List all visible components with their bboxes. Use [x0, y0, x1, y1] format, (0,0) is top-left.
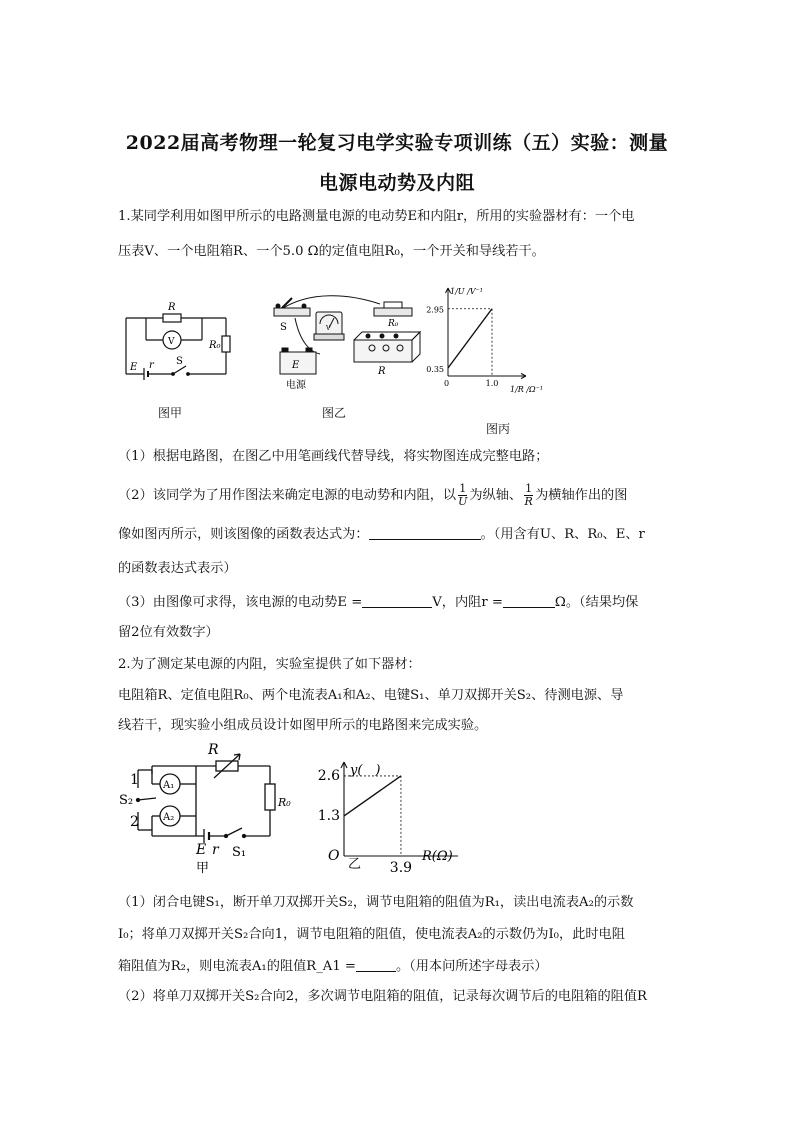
q1-graph-tick-y-end: 2.95: [426, 305, 444, 315]
answer-blank-ammeter-resistance[interactable]: [356, 957, 396, 972]
q2-jia-label-A1: A₁: [163, 780, 175, 791]
q2-jia-label-S2: S₂: [119, 793, 134, 808]
q2-jia-label-R0: R₀: [278, 796, 291, 809]
q1-graph-bing: [426, 282, 550, 408]
answer-blank-internal-resistance[interactable]: [503, 593, 555, 608]
q2-graph-tick-x-end: 3.9: [389, 860, 413, 876]
q1-physical-setup-yi: [270, 292, 422, 392]
answer-blank-emf[interactable]: [362, 593, 432, 608]
q1-circuit-jia: [118, 296, 238, 386]
q2-jia-label-r: r: [212, 842, 219, 858]
q1-graph-origin: 0: [444, 379, 450, 388]
q1-part3-line2: 留2位有效数字）: [118, 625, 219, 640]
fraction-1-over-R: $\frac{1}{R}$: [524, 482, 533, 508]
q2-graph-caption: 乙: [348, 857, 362, 872]
q2-circuit-jia: [116, 740, 291, 880]
q2-jia-label-A2: A₂: [163, 812, 175, 823]
q1-jia-label-S: S: [176, 356, 183, 367]
q1-jia-label-V: V: [168, 337, 175, 347]
q1-part2-line2: 像如图丙所示，则该图像的函数表达式为： 。（用含有U、R、R₀、E、r: [118, 527, 645, 542]
q1-yi-label-power: 电源: [286, 380, 306, 391]
q1-graph-tick-y-start: 0.35: [426, 365, 444, 375]
q1-stem-line1: 1.某同学利用如图甲所示的电路测量电源的电动势E和内阻r，所用的实验器材有：一个电: [118, 209, 635, 224]
q2-graph-xlabel: R(Ω): [422, 849, 453, 864]
q1-stem-line2: 压表V、一个电阻箱R、一个5.0 Ω的定值电阻R₀，一个开关和导线若干。: [118, 244, 545, 259]
doc-title-line1: 2022届高考物理一轮复习电学实验专项训练（五）实验：测量: [125, 132, 669, 154]
q1-jia-label-R0: R₀: [209, 340, 221, 351]
q2-graph-origin: O: [328, 848, 340, 864]
q1-yi-label-R0: R₀: [388, 319, 399, 329]
q2-graph-series-line: [344, 776, 401, 816]
q2-jia-caption: 甲: [196, 861, 210, 876]
q1-graph-series-line: [448, 309, 492, 368]
q2-jia-label-R: R: [208, 742, 219, 758]
q1-part2-line3: 的函数表达式表示）: [118, 561, 237, 576]
q1-part1: （1）根据电路图，在图乙中用笔画线代替导线，将实物图连成完整电路；: [118, 449, 549, 464]
q2-stem-line1: 2.为了测定某电源的内阻，实验室提供了如下器材：: [118, 657, 421, 672]
q1-graph-tick-x-end: 1.0: [485, 379, 499, 388]
q1-jia-label-R: R: [168, 302, 176, 313]
q1-bing-caption: 图丙: [486, 422, 511, 436]
q1-yi-label-V: V: [326, 325, 331, 332]
doc-title-line2: 电源电动势及内阻: [318, 172, 475, 194]
q2-jia-label-E: E: [196, 842, 207, 858]
q2-part2-line1: （2）将单刀双掷开关S₂合向2，多次调节电阻箱的阻值，记录每次调节后的电阻箱的阻值R: [118, 989, 647, 1004]
q2-jia-label-2: 2: [130, 814, 139, 830]
q1-jia-label-r: r: [149, 360, 154, 371]
q1-part2-line1: （2）该同学为了用作图法来确定电源的电动势和内阻，以 $\frac{1}{U}$ 为纵轴、 $\frac{1}{R}$ 为横轴作出的图: [118, 482, 628, 508]
q2-part1-line2: I₀；将单刀双掷开关S₂合向1，调节电阻箱的阻值，使电流表A₂的示数仍为I₀，此时电阻: [118, 927, 625, 942]
q1-jia-label-E: E: [130, 362, 138, 373]
q1-yi-label-S: S: [280, 322, 287, 333]
q1-graph-xlabel: 1/R /Ω⁻¹: [510, 385, 544, 394]
answer-blank-function[interactable]: [369, 525, 481, 540]
fraction-1-over-U: $\frac{1}{U}$: [458, 482, 468, 508]
q1-jia-caption: 图甲: [158, 406, 183, 420]
q1-yi-caption: 图乙: [322, 406, 347, 420]
q2-jia-label-S1: S₁: [232, 845, 247, 860]
q2-graph-ylabel: y( ): [350, 763, 381, 778]
q1-graph-ylabel: 1/U /V⁻¹: [450, 287, 483, 296]
q2-stem-line2: 电阻箱R、定值电阻R₀、两个电流表A₁和A₂、电键S₁、单刀双掷开关S₂、待测电源、导: [118, 688, 624, 703]
q2-graph-tick-y-end: 2.6: [317, 767, 340, 784]
q2-jia-label-1: 1: [130, 772, 139, 788]
q1-part3-line1: （3）由图像可求得，该电源的电动势E = V，内阻r = Ω。（结果均保: [118, 595, 639, 610]
q2-graph-tick-y-start: 1.3: [317, 807, 340, 824]
q1-yi-label-E: E: [292, 360, 300, 371]
q2-graph-yi: [308, 756, 468, 876]
q1-yi-label-R: R: [378, 366, 386, 377]
q2-part1-line3: 箱阻值为R₂，则电流表A₁的阻值R_A1 = 。（用本问所述字母表示）: [118, 959, 548, 974]
q2-stem-line3: 线若干，现实验小组成员设计如图甲所示的电路图来完成实验。: [118, 718, 488, 733]
q2-part1-line1: （1）闭合电键S₁，断开单刀双掷开关S₂，调节电阻箱的阻值为R₁，读出电流表A₂的示数: [118, 895, 634, 910]
